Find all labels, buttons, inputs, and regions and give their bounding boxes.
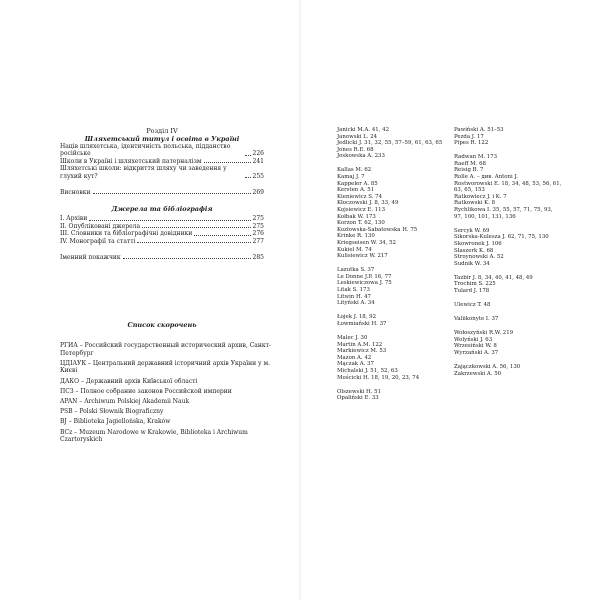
toc-entry[interactable]: [60, 238, 264, 245]
toc-entry[interactable]: [60, 158, 264, 165]
leader-dots: [245, 155, 251, 156]
table-of-contents: [60, 127, 264, 261]
index-entry: Kriegseisen W. 34, 52: [337, 240, 396, 246]
toc-entry-page: 226: [252, 150, 264, 158]
index-entry: Rychlikowa I. 35, 55, 57, 71, 75, 93, 97, 100, 101, 131, 136: [454, 207, 553, 220]
index-entry: Sercyk W. 69: [454, 227, 490, 234]
index-entry: Tulard J. 178: [454, 287, 490, 294]
toc-entry-page: 277: [252, 237, 264, 245]
index-entry: Kamaj J. 7: [337, 174, 365, 181]
index-group-gap: [337, 328, 445, 336]
index-entry: Mazon A. 42: [337, 354, 372, 361]
toc-entry-page: 285: [252, 254, 264, 262]
index-entry: Tazbir J. 8, 34, 40, 41, 48, 49: [454, 274, 533, 281]
index-entry: Sudnik W. 34: [454, 260, 490, 267]
index-group-gap: [454, 357, 562, 365]
index-entry: Le Donne J.P. 16, 77: [337, 273, 392, 280]
index-entry: Janowski L. 24: [337, 133, 378, 140]
index-entry: Malec J. 30: [337, 335, 368, 342]
index-group-gap: [454, 147, 562, 155]
index-entry: Kłoczowski J. 8, 33, 49: [337, 200, 399, 207]
toc-entry[interactable]: [60, 215, 264, 222]
index-entry: Mączak A. 37: [337, 361, 374, 368]
index-entry: Kojsiewicz E. 113: [337, 207, 386, 214]
index-entry: Stroynowski A. 52: [454, 254, 504, 261]
index-entry: Jones R.E. 68: [337, 146, 374, 153]
index-entry: Wolyński J. 63: [454, 336, 493, 343]
abbreviation-item: РГИА – Российский государственный исторический архив, Санкт-Петербург: [60, 342, 271, 357]
toc-entry-text: II. Опубліковані джерела: [60, 222, 141, 230]
abbreviation-item: ПСЗ – Полное собрание законов Российской империи: [60, 387, 232, 395]
toc-entry-page: 275: [252, 215, 264, 223]
index-group-gap: [454, 295, 562, 303]
toc-entry-text: Школи в Україні і шляхетський патерналізм: [60, 157, 202, 165]
index-entry: Pipes R. 122: [454, 140, 489, 147]
index-entry: Rolle A. – див. Antoni J.: [454, 174, 518, 181]
part-subtitle: Шляхетський титул і освіта в Україні: [84, 135, 240, 143]
index-entry: Opaliński E. 33: [337, 395, 379, 402]
index-entry: Kozłowska-Sabatowska H. 75: [337, 226, 418, 233]
toc-entry-page: 276: [252, 230, 264, 238]
index-entry: Ulewicz T. 48: [454, 302, 491, 309]
abbreviation-item: ЦДІАУК – Центральний державний історичний архів України у м. Києві: [60, 359, 271, 375]
index-entry: Wrzesiński W. 8: [454, 343, 497, 350]
index-entry: Kersten A. 51: [337, 187, 375, 194]
sources-section-title: Джерела та бібліографія: [111, 205, 213, 214]
index-group-gap: [337, 260, 445, 268]
index-entry: Markiewicz M. 53: [337, 348, 387, 355]
leader-dots: [89, 220, 250, 221]
index-entry: Ratkowiecz J. i K. 7: [454, 193, 507, 200]
index-entry: Rostworowski E. 18, 34, 48, 53, 56, 61, 63, 65, 153: [454, 180, 562, 194]
index-entry: Litak S. 173: [337, 287, 370, 294]
abbreviation-item: BJ – Biblioteka Jagiellońska, Kraków: [60, 418, 171, 426]
index-entry: Raeff M. 68: [454, 160, 486, 167]
index-group-gap: [337, 381, 445, 389]
index-group-gap: [337, 160, 445, 168]
index-entry: Janicki M.A. 41, 42: [337, 127, 389, 133]
index-entry: Wołoszyński R.W. 219: [454, 330, 514, 337]
index-entry: Kukiel M. 74: [337, 246, 372, 253]
index-entry: Kallas M. 62: [337, 167, 372, 174]
toc-entry-text: I. Архіви: [60, 215, 88, 223]
toc-entry-conclusions[interactable]: [60, 189, 264, 196]
index-entry: Słaszerk K. 68: [454, 247, 494, 254]
index-entry: Zakrzewski A. 50: [454, 370, 502, 377]
index-entry: Leskiewiczowa J. 75: [337, 280, 392, 287]
index-entry: Łojek J. 18, 92: [337, 314, 377, 321]
index-entry: Valiikonyte I. 37: [454, 316, 499, 323]
toc-entry[interactable]: [60, 165, 264, 180]
index-entry: Krinke R. 130: [337, 233, 375, 240]
leader-dots: [245, 177, 251, 178]
abbreviations-title: Список скорочень: [127, 321, 197, 329]
abbreviation-item: PSB – Polski Słownik Biograficzny: [60, 408, 164, 416]
index-entry: Lityński A. 34: [337, 300, 375, 307]
part-title: Розділ IV: [146, 127, 178, 135]
toc-entry-name-index[interactable]: [60, 254, 264, 261]
abbreviation-item: APAN – Archiwum Polskiej Akademii Nauk: [60, 397, 190, 405]
index-entry: Pawiński A. 51–53: [454, 127, 504, 133]
leader-dots: [194, 235, 250, 236]
toc-entry[interactable]: [60, 223, 264, 230]
leader-dots: [204, 162, 251, 163]
index-entry: Kulisiewicz W. 217: [337, 253, 388, 260]
abbreviation-item: BCz – Muzeum Narodowe w Krakowie, Biblioteka i Archiwum Czartoryskich: [60, 428, 248, 444]
index-group-gap: [454, 309, 562, 317]
index-entry: Wyrzański A. 37: [454, 350, 499, 357]
index-entry: Lazutka S. 37: [337, 267, 375, 274]
leader-dots: [93, 193, 251, 194]
index-entry: Trochim S. 225: [454, 281, 496, 288]
index-entry: Joskowska A. 233: [337, 153, 385, 160]
index-group-gap: [337, 307, 445, 315]
leader-dots: [142, 227, 251, 228]
index-entry: Kołbak W. 173: [337, 213, 376, 220]
toc-entry-page: 241: [252, 157, 264, 165]
toc-entry-text: Шляхетські школи: відкриття шляху чи заведення у глухий кут?: [60, 165, 227, 180]
toc-entry-text: Іменний покажчик: [60, 254, 121, 262]
index-entry: Litwin H. 47: [337, 293, 371, 300]
index-entry: Sikorska-Kulesza J. 62, 71, 75, 130: [454, 234, 549, 241]
index-group-gap: [454, 220, 562, 228]
index-entry: Jedlicki J. 31, 32, 55, 57–59, 61, 63, 65: [337, 140, 443, 147]
index-entry: Zajączkowski A. 56, 130: [454, 364, 521, 371]
index-entry: Martin A.M. 122: [337, 341, 383, 348]
abbreviations-list: [60, 342, 275, 446]
index-entry: Kappeler A. 85: [337, 180, 378, 187]
index-group-gap: [454, 267, 562, 275]
index-entry: Michalski J. 51, 52, 63: [337, 368, 398, 374]
index-entry: Łowmiański H. 37: [337, 320, 387, 327]
name-index-column-1: [337, 127, 445, 402]
toc-entry-page: 269: [252, 189, 264, 197]
toc-entry-text: Висновки: [60, 189, 91, 197]
name-index-column-2: [454, 127, 562, 377]
index-entry: Korzon T. 62, 130: [337, 220, 385, 227]
index-entry: Kieniewicz S. 74: [337, 193, 383, 200]
index-entry: Olszewski H. 51: [337, 388, 382, 395]
index-entry: Skowronek J. 106: [454, 240, 502, 247]
index-entry: Mościcki H. 18, 19, 20, 23, 74: [337, 374, 420, 381]
right-page: [300, 0, 600, 600]
toc-entry[interactable]: [60, 230, 264, 237]
toc-entry-page: 275: [252, 222, 264, 230]
leader-dots: [137, 242, 250, 243]
toc-entry[interactable]: [60, 143, 264, 158]
toc-entry-text: Наців шляхетська, ідентичність польська, підданство російське: [60, 143, 231, 158]
leader-dots: [123, 258, 251, 259]
index-entry: Radwan M. 173: [454, 154, 498, 161]
abbreviation-item: ДАКО – Державний архів Київської області: [60, 377, 198, 385]
toc-entry-page: 255: [252, 172, 264, 180]
index-entry: Reisig B. 7: [454, 167, 484, 174]
index-entry: Ratkowski K. 8: [454, 200, 496, 207]
index-entry: Pezda J. 17: [454, 133, 484, 140]
toc-entry-text: IV. Монографії та статті: [60, 237, 136, 245]
toc-entry-text: III. Словники та бібліографічні довідники: [60, 230, 193, 238]
